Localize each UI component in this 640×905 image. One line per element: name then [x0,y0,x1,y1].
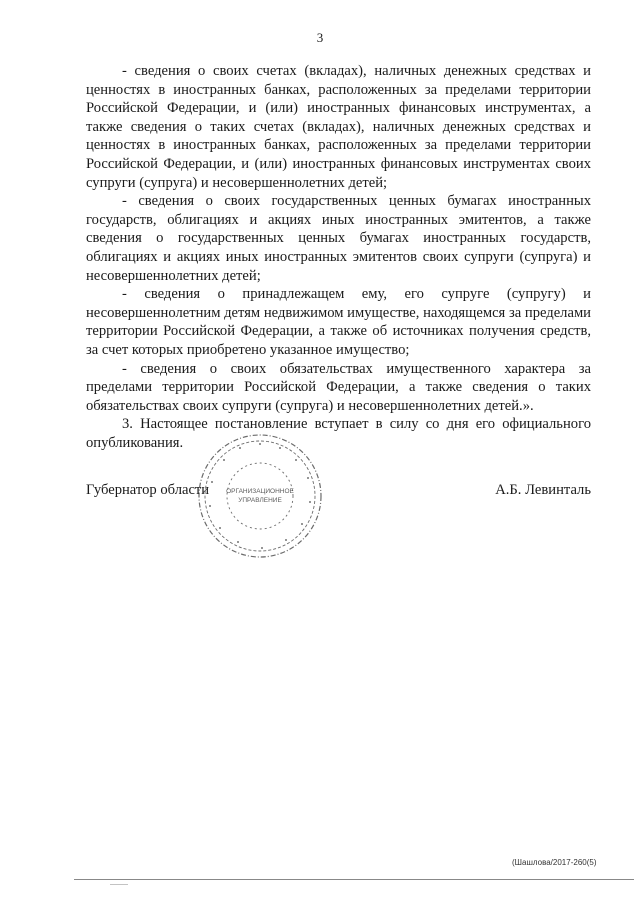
paragraph-entry-into-force: 3. Настоящее постановление вступает в силу со дня его официального опубликования. [86,416,591,451]
bottom-scan-mark: ——— [110,882,128,888]
signatory-name: А.Б. Левинталь [495,482,591,498]
bottom-divider [74,879,634,880]
signatory-title: Губернатор области [86,482,210,498]
official-stamp-seal [196,432,324,560]
document-footer-code: (Шашлова/2017-260(5) [512,858,597,867]
document-body [86,62,591,452]
paragraph-obligations: - сведения о своих обязательствах имущественного характера за пределами территории Российской Федерации, а также сведения о таких обязательствах своих супруги (супруга) и несовершеннолетних детей.». [86,360,591,414]
paragraph-securities: - сведения о своих государственных ценных бумагах иностранных государств, облигациях и акциях иных иностранных эмитентов, а также сведения о государственных ценных бумагах иностранных государств, облигациях и акциях иных иностранных эмитентов своих супруги (супруга) и несовершеннолетних детей; [86,193,591,284]
paragraph-foreign-accounts: - сведения о своих счетах (вкладах), наличных денежных средствах и ценностях в иностранных банках, расположенных за пределами территории Российской Федерации, и (или) иностранных финансовых инструментах, а также сведения о таких счетах (вкладах), наличных денежных средствах и ценностях в иностранных банках, расположенных за пределами территории Российской Федерации, и (или) иностранных финансовых инструментах своих супруги (супруга) и несовершеннолетних детей; [86,63,591,191]
page-number: 3 [316,30,324,45]
signature-block [86,482,591,502]
paragraph-real-estate: - сведения о принадлежащем ему, его супруге (супругу) и несовершеннолетним детям недвижимом имуществе, находящемся за пределами территории Российской Федерации, а также об источниках получения средств, за счет которых приобретено указанное имущество; [86,286,591,358]
stamp-inner-line-2: УПРАВЛЕНИЕ [238,497,282,504]
stamp-inner-line-1: ОРГАНИЗАЦИОННОЕ [226,488,294,495]
